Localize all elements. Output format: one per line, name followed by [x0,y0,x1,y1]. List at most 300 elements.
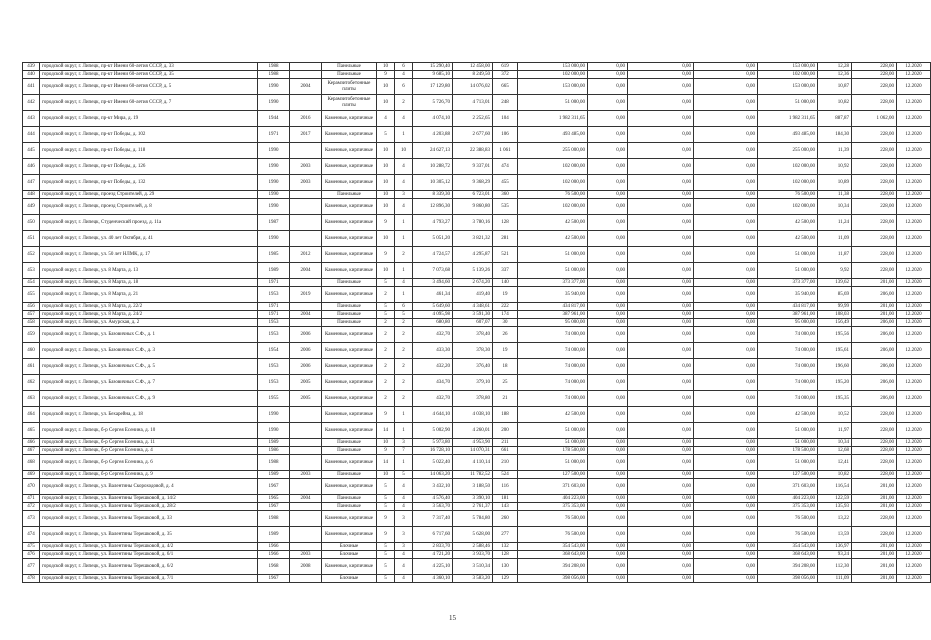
planned-date-cell: 12.2020 [897,231,931,247]
last-renovation-year-cell [290,199,322,215]
max-unit-cost-cell: 206,00 [852,287,897,303]
floors-cell: 5 [377,551,395,559]
wall-material-cell: Панельные [322,311,377,319]
regional-funds-cell: 0,00 [628,439,694,447]
total-area-cell: 5 051,20 [413,231,453,247]
max-unit-cost-cell: 228,00 [852,511,897,527]
page-number: 15 [449,614,456,622]
address-cell: городской округ, г. Липецк, ул. 50 лет НЛМК, д. 17 [40,247,258,263]
residents-cell: 474 [493,159,518,175]
wall-material-cell: Каменные, кирпичные [322,359,377,375]
last-renovation-year-cell: 2003 [290,471,322,479]
planned-date-cell: 12.2020 [897,191,931,199]
address-cell: городской округ, г. Липецк, проезд Строителей, д. 8 [40,199,258,215]
max-unit-cost-cell: 206,00 [852,319,897,327]
construction-year-cell: 1965 [258,495,290,503]
owners-funds-cell: 42 500,00 [758,407,818,423]
owners-funds-cell: 102 000,00 [758,175,818,191]
owners-funds-cell: 42 500,00 [758,231,818,247]
max-unit-cost-cell: 228,00 [852,247,897,263]
federal-funds-cell: 0,00 [588,503,628,511]
max-unit-cost-cell: 201,00 [852,479,897,495]
floors-cell: 9 [377,527,395,543]
regional-funds-cell: 0,00 [628,319,694,327]
regional-funds-cell: 0,00 [628,127,694,143]
last-renovation-year-cell [290,95,322,111]
total-area-cell: 461,34 [413,287,453,303]
residential-area-cell: 376,40 [453,359,493,375]
residents-cell: 337 [493,263,518,279]
repair-cost-cell: 371 603,00 [518,479,588,495]
planned-date-cell: 12.2020 [897,479,931,495]
total-area-cell: 434,70 [413,375,453,391]
owners-funds-cell: 153 000,00 [758,63,818,71]
wall-material-cell: Панельные [322,279,377,287]
owners-funds-cell: 35 940,00 [758,287,818,303]
repair-cost-cell: 178 500,00 [518,447,588,455]
federal-funds-cell: 0,00 [588,215,628,231]
local-funds-cell: 0,00 [694,303,758,311]
residents-cell: 260 [493,511,518,527]
address-cell: городской округ, г. Липецк, б-р Сергея Есенина, д. 9 [40,471,258,479]
construction-year-cell: 1989 [258,527,290,543]
floors-cell: 5 [377,127,395,143]
planned-date-cell: 12.2020 [897,79,931,95]
residential-area-cell: 5 784,80 [453,511,493,527]
planned-date-cell: 12.2020 [897,543,931,551]
unit-cost-cell: 195,20 [818,375,852,391]
max-unit-cost-cell: 228,00 [852,79,897,95]
construction-year-cell: 1953 [258,375,290,391]
local-funds-cell: 0,00 [694,247,758,263]
planned-date-cell: 12.2020 [897,71,931,79]
last-renovation-year-cell: 2012 [290,247,322,263]
residents-cell: 222 [493,303,518,311]
unit-cost-cell: 9,92 [818,263,852,279]
local-funds-cell: 0,00 [694,191,758,199]
total-area-cell: 5 649,60 [413,303,453,311]
federal-funds-cell: 0,00 [588,551,628,559]
max-unit-cost-cell: 228,00 [852,191,897,199]
residential-area-cell: 3 821,32 [453,231,493,247]
floors-cell: 4 [377,111,395,127]
entrances-cell: 3 [395,511,413,527]
address-cell: городской округ, г. Липецк, пр-кт Победы, д. 126 [40,159,258,175]
owners-funds-cell: 375 353,00 [758,503,818,511]
owners-funds-cell: 102 000,00 [758,159,818,175]
residential-area-cell: 379,10 [453,375,493,391]
residential-area-cell: 607,07 [453,319,493,327]
last-renovation-year-cell [290,527,322,543]
max-unit-cost-cell: 206,00 [852,327,897,343]
repair-cost-cell: 255 000,00 [518,143,588,159]
residents-cell: 106 [493,127,518,143]
wall-material-cell: Каменные, кирпичные [322,511,377,527]
residents-cell: 19 [493,287,518,303]
local-funds-cell: 0,00 [694,375,758,391]
residents-cell: 116 [493,479,518,495]
federal-funds-cell: 0,00 [588,143,628,159]
repair-cost-cell: 51 000,00 [518,439,588,447]
entrances-cell: 1 [395,455,413,471]
total-area-cell: 8 339,30 [413,191,453,199]
residential-area-cell: 5 139,26 [453,263,493,279]
entrances-cell: 2 [395,95,413,111]
floors-cell: 2 [377,319,395,327]
construction-year-cell: 1990 [258,159,290,175]
residential-area-cell: 4 110,14 [453,455,493,471]
regional-funds-cell: 0,00 [628,575,694,583]
regional-funds-cell: 0,00 [628,263,694,279]
row-number-cell: 472 [23,503,40,511]
address-cell: городской округ, г. Липецк, пр-кт Победы, д. 102 [40,127,258,143]
residential-area-cell: 5 628,00 [453,527,493,543]
wall-material-cell: Панельные [322,495,377,503]
total-area-cell: 4 576,40 [413,495,453,503]
wall-material-cell: Каменные, кирпичные [322,343,377,359]
address-cell: городской округ, г. Липецк, ул. 8 Марта, д. 18 [40,279,258,287]
planned-date-cell: 12.2020 [897,199,931,215]
last-renovation-year-cell [290,215,322,231]
regional-funds-cell: 0,00 [628,71,694,79]
address-cell: городской округ, г. Липецк, ул. Базовичных С.Ф., д. 5 [40,359,258,375]
last-renovation-year-cell: 2003 [290,551,322,559]
federal-funds-cell: 0,00 [588,423,628,439]
entrances-cell: 4 [395,199,413,215]
last-renovation-year-cell [290,191,322,199]
construction-year-cell: 1953 [258,359,290,375]
unit-cost-cell: 11,38 [818,191,852,199]
entrances-cell: 5 [395,471,413,479]
unit-cost-cell: 13,22 [818,511,852,527]
row-number-cell: 470 [23,479,40,495]
local-funds-cell: 0,00 [694,391,758,407]
row-number-cell: 467 [23,447,40,455]
construction-year-cell: 1987 [258,215,290,231]
residential-area-cell: 4 038,10 [453,407,493,423]
total-area-cell: 4 721,20 [413,551,453,559]
total-area-cell: 3 563,70 [413,503,453,511]
repair-cost-cell: 76 500,00 [518,511,588,527]
residents-cell: 143 [493,503,518,511]
construction-year-cell: 1967 [258,575,290,583]
wall-material-cell: Керамзитобетонные плиты [322,95,377,111]
unit-cost-cell: 11,09 [818,231,852,247]
row-number-cell: 453 [23,263,40,279]
unit-cost-cell: 156,49 [818,319,852,327]
local-funds-cell: 0,00 [694,231,758,247]
unit-cost-cell: 196,60 [818,359,852,375]
residents-cell: 524 [493,471,518,479]
address-cell: городской округ, г. Липецк, проезд Строителей, д. 29 [40,191,258,199]
floors-cell: 2 [377,327,395,343]
residential-area-cell: 8 249,50 [453,71,493,79]
row-number-cell: 461 [23,359,40,375]
residential-area-cell: 22 388,83 [453,143,493,159]
federal-funds-cell: 0,00 [588,79,628,95]
local-funds-cell: 0,00 [694,495,758,503]
construction-year-cell: 1990 [258,407,290,423]
last-renovation-year-cell: 2004 [290,311,322,319]
federal-funds-cell: 0,00 [588,247,628,263]
row-number-cell: 449 [23,199,40,215]
entrances-cell: 3 [395,543,413,551]
regional-funds-cell: 0,00 [628,455,694,471]
row-number-cell: 464 [23,407,40,423]
total-area-cell: 7 073,68 [413,263,453,279]
regional-funds-cell: 0,00 [628,527,694,543]
entrances-cell: 1 [395,215,413,231]
address-cell: городской округ, г. Липецк, ул. 40 лет Октября, д. 41 [40,231,258,247]
repair-cost-cell: 51 000,00 [518,455,588,471]
max-unit-cost-cell: 206,00 [852,391,897,407]
address-cell: городской округ, г. Липецк, ул. Валентины Терешковой, д. 28/2 [40,503,258,511]
repair-cost-cell: 434 817,00 [518,303,588,311]
table-row [23,231,931,247]
max-unit-cost-cell: 228,00 [852,447,897,455]
federal-funds-cell: 0,00 [588,127,628,143]
floors-cell: 10 [377,143,395,159]
row-number-cell: 440 [23,71,40,79]
local-funds-cell: 0,00 [694,311,758,319]
max-unit-cost-cell: 228,00 [852,159,897,175]
construction-year-cell: 1990 [258,175,290,191]
owners-funds-cell: 371 603,00 [758,479,818,495]
owners-funds-cell: 255 000,00 [758,143,818,159]
repair-cost-cell: 354 543,00 [518,543,588,551]
table-row [23,391,931,407]
residential-area-cell: 3 510,34 [453,559,493,575]
repair-cost-cell: 127 500,00 [518,471,588,479]
federal-funds-cell: 0,00 [588,543,628,551]
floors-cell: 10 [377,263,395,279]
floors-cell: 2 [377,375,395,391]
total-area-cell: 17 129,80 [413,79,453,95]
table-row [23,175,931,191]
repair-cost-cell: 42 500,00 [518,231,588,247]
unit-cost-cell: 11,97 [818,423,852,439]
max-unit-cost-cell: 228,00 [852,231,897,247]
entrances-cell: 1 [395,263,413,279]
wall-material-cell: Панельные [322,471,377,479]
floors-cell: 9 [377,447,395,455]
federal-funds-cell: 0,00 [588,287,628,303]
last-renovation-year-cell [290,231,322,247]
table-row [23,95,931,111]
planned-date-cell: 12.2020 [897,319,931,327]
unit-cost-cell: 139,62 [818,279,852,287]
residential-area-cell: 2 761,37 [453,503,493,511]
wall-material-cell: Каменные, кирпичные [322,199,377,215]
construction-year-cell: 1988 [258,455,290,471]
residents-cell: 1 061 [493,143,518,159]
wall-material-cell: Каменные, кирпичные [322,407,377,423]
regional-funds-cell: 0,00 [628,303,694,311]
residential-area-cell: 378,40 [453,327,493,343]
planned-date-cell: 12.2020 [897,263,931,279]
planned-date-cell: 12.2020 [897,551,931,559]
local-funds-cell: 0,00 [694,551,758,559]
floors-cell: 2 [377,359,395,375]
repair-cost-cell: 76 500,00 [518,191,588,199]
entrances-cell: 2 [395,343,413,359]
residents-cell: 521 [493,247,518,263]
entrances-cell: 4 [395,71,413,79]
construction-year-cell: 1990 [258,143,290,159]
unit-cost-cell: 108,03 [818,311,852,319]
regional-funds-cell: 0,00 [628,503,694,511]
address-cell: городской округ, г. Липецк, ул. Амурская, д. 2 [40,319,258,327]
regional-funds-cell: 0,00 [628,375,694,391]
table-row [23,303,931,311]
unit-cost-cell: 13,59 [818,527,852,543]
residents-cell: 18 [493,359,518,375]
residents-cell: 21 [493,391,518,407]
last-renovation-year-cell: 2003 [290,159,322,175]
owners-funds-cell: 178 500,00 [758,447,818,455]
regional-funds-cell: 0,00 [628,407,694,423]
unit-cost-cell: 887,87 [818,111,852,127]
max-unit-cost-cell: 201,00 [852,559,897,575]
repair-cost-cell: 51 000,00 [518,247,588,263]
last-renovation-year-cell: 2004 [290,79,322,95]
total-area-cell: 6 717,60 [413,527,453,543]
residents-cell: 26 [493,327,518,343]
max-unit-cost-cell: 201,00 [852,551,897,559]
last-renovation-year-cell: 2016 [290,111,322,127]
entrances-cell: 2 [395,375,413,391]
entrances-cell: 5 [395,311,413,319]
planned-date-cell: 12.2020 [897,287,931,303]
wall-material-cell: Каменные, кирпичные [322,159,377,175]
table-row [23,127,931,143]
max-unit-cost-cell: 201,00 [852,279,897,287]
planned-date-cell: 12.2020 [897,247,931,263]
table-row [23,359,931,375]
floors-cell: 10 [377,471,395,479]
total-area-cell: 15 290,40 [413,63,453,71]
entrances-cell: 2 [395,319,413,327]
wall-material-cell: Каменные, кирпичные [322,263,377,279]
residents-cell: 372 [493,71,518,79]
total-area-cell: 4 095,98 [413,311,453,319]
owners-funds-cell: 42 500,00 [758,215,818,231]
table-row [23,423,931,439]
construction-year-cell: 1989 [258,263,290,279]
row-number-cell: 451 [23,231,40,247]
entrances-cell: 4 [395,495,413,503]
owners-funds-cell: 387 961,00 [758,311,818,319]
regional-funds-cell: 0,00 [628,551,694,559]
planned-date-cell: 12.2020 [897,159,931,175]
federal-funds-cell: 0,00 [588,407,628,423]
floors-cell: 2 [377,287,395,303]
floors-cell: 2 [377,391,395,407]
table-row [23,111,931,127]
entrances-cell: 2 [395,359,413,375]
federal-funds-cell: 0,00 [588,71,628,79]
row-number-cell: 439 [23,63,40,71]
owners-funds-cell: 74 000,00 [758,391,818,407]
floors-cell: 5 [377,479,395,495]
address-cell: городской округ, г. Липецк, ул. Валентины Терешковой, д. 33 [40,511,258,527]
unit-cost-cell: 136,97 [818,543,852,551]
last-renovation-year-cell: 2004 [290,263,322,279]
planned-date-cell: 12.2020 [897,471,931,479]
wall-material-cell: Панельные [322,191,377,199]
entrances-cell: 3 [395,191,413,199]
row-number-cell: 457 [23,311,40,319]
owners-funds-cell: 95 000,00 [758,319,818,327]
floors-cell: 9 [377,247,395,263]
unit-cost-cell: 93,24 [818,551,852,559]
construction-year-cell: 1967 [258,503,290,511]
unit-cost-cell: 195,61 [818,343,852,359]
floors-cell: 14 [377,455,395,471]
regional-funds-cell: 0,00 [628,391,694,407]
table-row [23,551,931,559]
federal-funds-cell: 0,00 [588,455,628,471]
max-unit-cost-cell: 1 062,00 [852,111,897,127]
repair-cost-cell: 74 000,00 [518,375,588,391]
construction-year-cell: 1971 [258,127,290,143]
last-renovation-year-cell [290,279,322,287]
last-renovation-year-cell: 2006 [290,359,322,375]
wall-material-cell: Керамзитобетонные плиты [322,79,377,95]
residential-area-cell: 3 583,20 [453,575,493,583]
address-cell: городской округ, г. Липецк, б-р Сергея Есенина, д. 4 [40,447,258,455]
federal-funds-cell: 0,00 [588,447,628,455]
construction-year-cell: 1953 [258,287,290,303]
planned-date-cell: 12.2020 [897,215,931,231]
wall-material-cell: Каменные, кирпичные [322,287,377,303]
owners-funds-cell: 74 000,00 [758,375,818,391]
unit-cost-cell: 10,87 [818,79,852,95]
owners-funds-cell: 51 000,00 [758,455,818,471]
table-row [23,327,931,343]
floors-cell: 9 [377,407,395,423]
construction-year-cell: 1968 [258,559,290,575]
entrances-cell: 4 [395,479,413,495]
total-area-cell: 7 317,40 [413,511,453,527]
residential-area-cell: 2 677,60 [453,127,493,143]
owners-funds-cell: 1 982 311,65 [758,111,818,127]
regional-funds-cell: 0,00 [628,479,694,495]
row-number-cell: 465 [23,423,40,439]
construction-year-cell: 1989 [258,439,290,447]
table-row [23,471,931,479]
unit-cost-cell: 12,28 [818,63,852,71]
row-number-cell: 466 [23,439,40,447]
regional-funds-cell: 0,00 [628,559,694,575]
table-row [23,63,931,71]
housing-register-table [22,62,931,583]
repair-cost-cell: 373 377,00 [518,279,588,287]
local-funds-cell: 0,00 [694,575,758,583]
owners-funds-cell: 76 500,00 [758,527,818,543]
max-unit-cost-cell: 228,00 [852,455,897,471]
regional-funds-cell: 0,00 [628,279,694,287]
floors-cell: 5 [377,503,395,511]
address-cell: городской округ, г. Липецк, ул. 8 Марта, д. 24/2 [40,311,258,319]
address-cell: городской округ, г. Липецк, пр-кт Мира, д. 19 [40,111,258,127]
planned-date-cell: 12.2020 [897,343,931,359]
construction-year-cell: 1944 [258,111,290,127]
row-number-cell: 445 [23,143,40,159]
row-number-cell: 469 [23,471,40,479]
regional-funds-cell: 0,00 [628,175,694,191]
floors-cell: 10 [377,231,395,247]
